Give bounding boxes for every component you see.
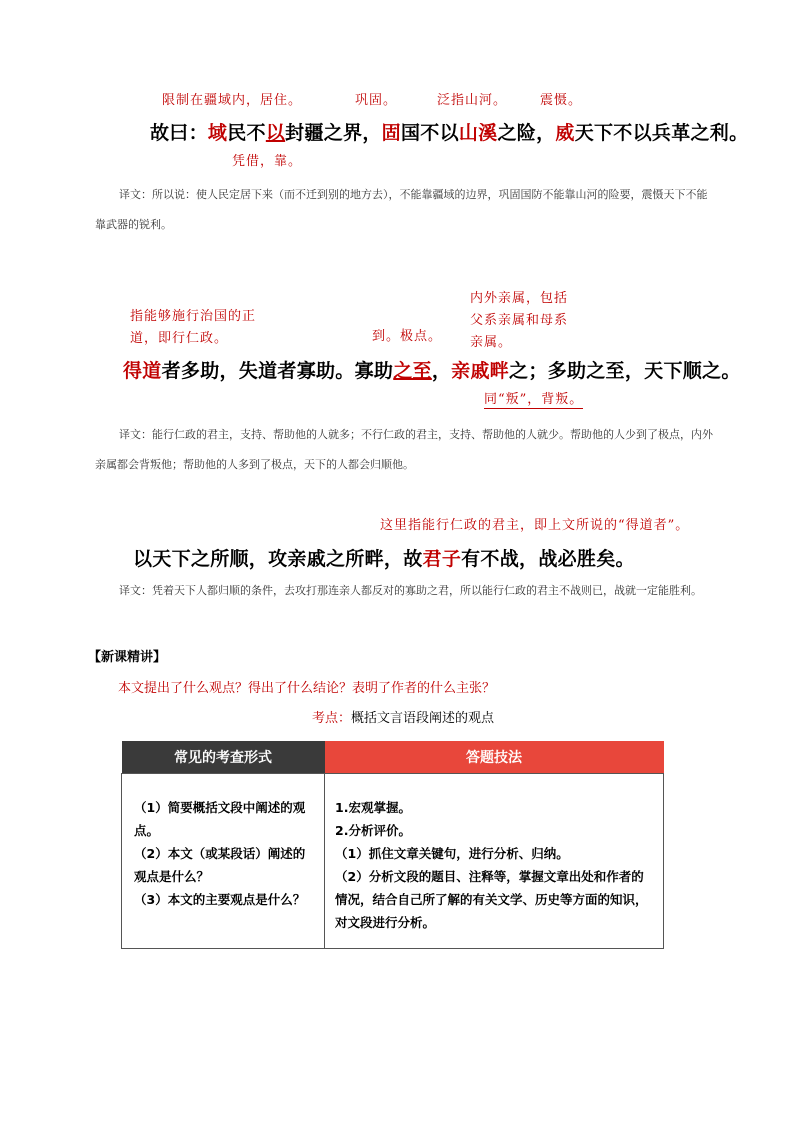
key-word: 域: [207, 122, 228, 144]
key-word: 亲戚畔: [451, 360, 510, 382]
phrase: 故曰：: [150, 122, 208, 144]
annotation-pan: [484, 388, 583, 407]
table-header-row: [122, 741, 664, 774]
key-word: 君子: [422, 548, 462, 570]
list-item: 1.宏观掌握。: [335, 800, 411, 815]
phrase: 有不战，战必胜矣。: [461, 548, 635, 570]
translation-2: 译文：能行仁政的君主，支持、帮助他的人就多；不行仁政的君主，支持、帮助他的人就少。帮助他的人少到了极点，内外亲属都会背叛他；帮助他的人多到了极点，天下的人都会归顺他。: [95, 428, 713, 471]
phrase: ，: [431, 360, 452, 382]
list-item: （1）抓住文章关键句，进行分析、归纳。: [335, 846, 569, 861]
table-row: [122, 774, 664, 949]
translation-3: 译文：凭着天下人都归顺的条件，去攻打那连亲人都反对的寡助之君，所以能行仁政的君主不战则已，战就一定能胜利。: [119, 584, 702, 597]
annotation-yu: 限制在疆域内，居住。: [162, 93, 303, 108]
answer-skills-cell: [325, 774, 664, 949]
translation-1: 译文：所以说：使人民定居下来（而不迁到别的地方去），不能靠疆域的边界，巩固国防不能靠山河的险要，震慑天下不能靠武器的锐利。: [95, 188, 708, 231]
list-item: （2）分析文段的题目、注释等，掌握文章出处和作者的情况，结合自己所了解的有关文学、历史等方面的知识，对文段进行分析。: [335, 869, 648, 930]
key-word: 固: [381, 122, 401, 144]
classical-sentence-3: [133, 544, 635, 571]
list-item: （1）简要概括文段中阐述的观点。: [134, 800, 306, 838]
exam-forms-cell: [122, 774, 325, 949]
lesson-question: 本文提出了什么观点？得出了什么结论？表明了作者的什么主张？: [118, 681, 496, 696]
header-answer-skills: 答题技法: [325, 741, 664, 774]
annotation-dedao: 指能够施行治国的正道，即行仁政。: [130, 309, 257, 346]
classical-sentence-1: [150, 118, 748, 145]
annotation-pan-text: 同“叛”，背叛。: [484, 392, 584, 407]
key-word: 威: [555, 122, 575, 144]
phrase: 国不以: [400, 122, 459, 144]
phrase: 之；多助之至，天下顺之。: [509, 360, 741, 382]
phrase: 者多助，失道者寡助。寡助: [161, 360, 394, 382]
annotation-zhizhi: 到。极点。: [372, 329, 443, 344]
header-exam-forms: 常见的考查形式: [122, 741, 325, 774]
phrase: 民不: [227, 122, 266, 144]
list-item: （3）本文的主要观点是什么？: [134, 892, 306, 907]
key-word: 得道: [123, 360, 162, 382]
annotation-junzi: 这里指能行仁政的君主，即上文所说的“得道者”。: [380, 518, 690, 533]
annotation-wei: 震慑。: [540, 93, 583, 108]
phrase: 之险，: [497, 122, 556, 144]
key-word: 之至: [393, 360, 432, 382]
phrase: 封疆之界，: [285, 122, 382, 144]
phrase: 以天下之所顺，攻亲戚之所畔，故: [133, 548, 423, 570]
classical-sentence-2: [123, 356, 741, 383]
list-item: 2.分析评价。: [335, 823, 411, 838]
exam-point: [312, 707, 494, 726]
exam-point-text: 概括文言语段阐述的观点: [351, 711, 495, 726]
annotation-yi: 凭借，靠。: [232, 154, 303, 169]
skill-table: [121, 741, 664, 949]
phrase: 天下不以兵革之利。: [574, 122, 749, 144]
annotation-shanxi: 泛指山河。: [437, 93, 508, 108]
exam-point-label: 考点：: [312, 711, 352, 726]
annotation-gu: 巩固。: [355, 93, 398, 108]
key-word: 以: [265, 122, 286, 144]
key-word: 山溪: [458, 122, 498, 144]
annotation-qinqi: 内外亲属，包括父系亲属和母系亲属。: [470, 291, 569, 350]
section-title: 【新课精讲】: [88, 650, 167, 665]
list-item: （2）本文（或某段话）阐述的观点是什么？: [134, 846, 306, 884]
